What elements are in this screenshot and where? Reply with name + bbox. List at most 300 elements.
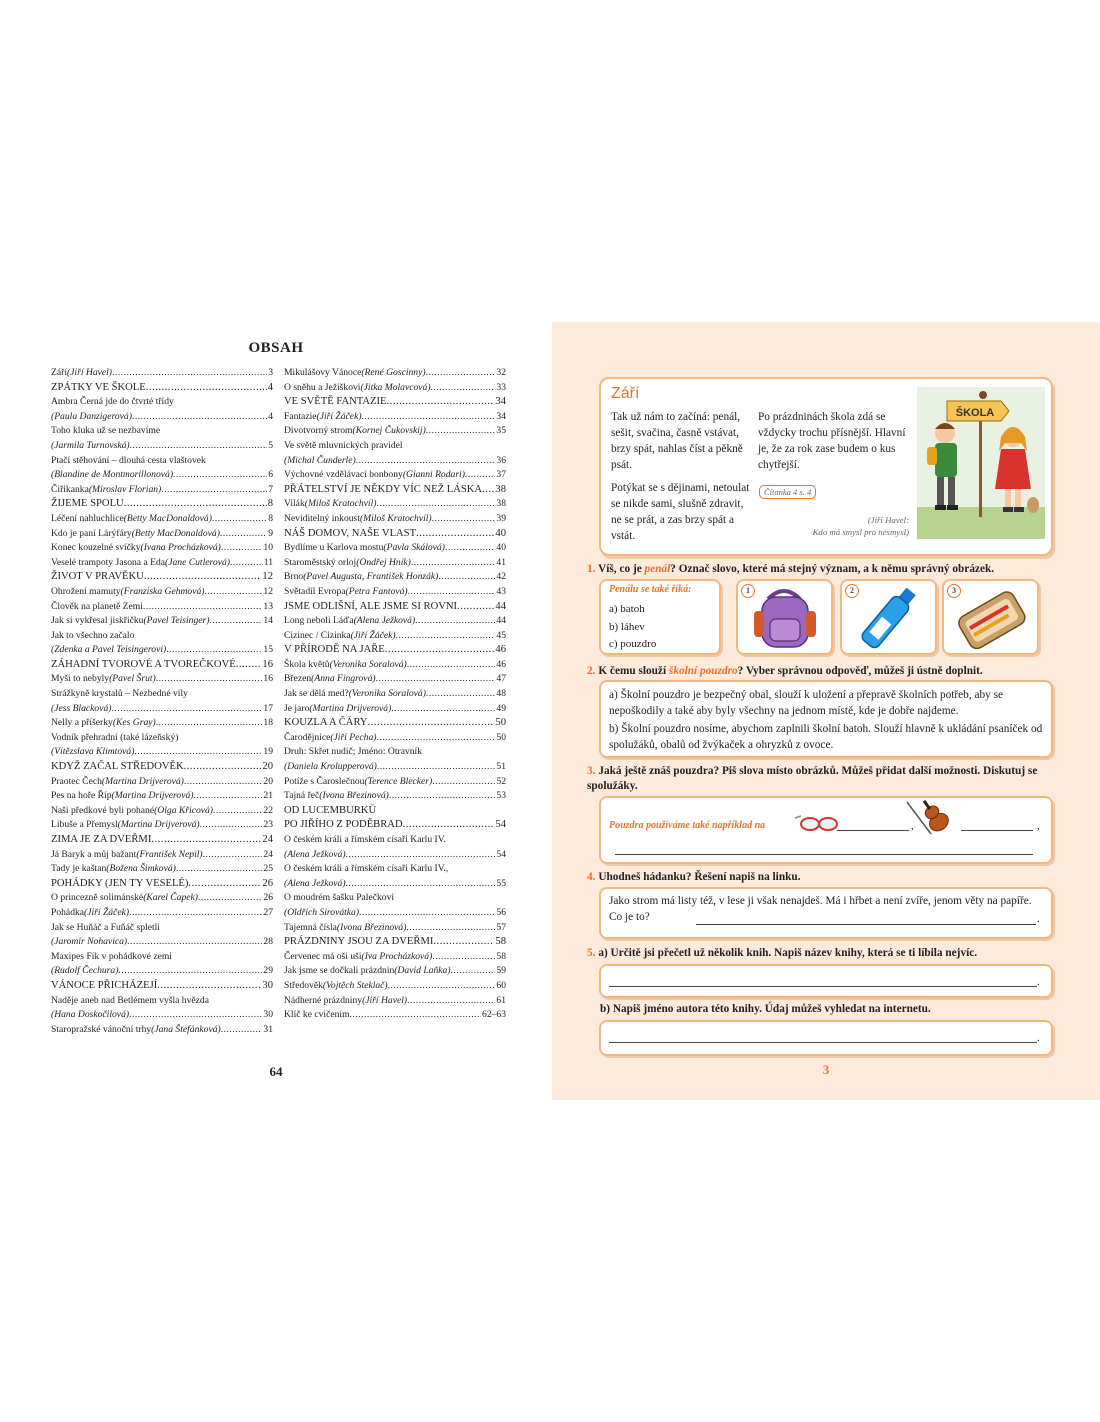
toc-page-number: 55 xyxy=(496,877,506,889)
toc-leader-dots xyxy=(438,570,495,585)
toc-page-number: 45 xyxy=(496,629,506,641)
toc-entry xyxy=(51,585,273,600)
toc-entry-title: Jak si vykřesal jiskřičku xyxy=(51,615,144,627)
toc-entry xyxy=(51,921,273,936)
toc-entry xyxy=(284,585,506,600)
toc-section-heading xyxy=(284,527,506,542)
toc-entry-author: (Jiří Žáček) xyxy=(84,906,130,918)
toc-page-number xyxy=(422,745,423,760)
toc-page-number: 47 xyxy=(496,673,506,685)
toc-leader-dots xyxy=(118,964,262,979)
toc-entry-title: ŽIVOT V PRAVĚKU xyxy=(51,571,144,583)
toc-page-number xyxy=(134,629,135,644)
toc-entry-title: Maxipes Fík v pohádkové zemi xyxy=(51,950,172,962)
toc-leader-dots xyxy=(368,716,495,731)
toc-entry-author: (Hana Doskočilová) xyxy=(51,1009,130,1021)
toc-entry-title: Kdo je paní Lárýfáry xyxy=(51,527,132,539)
toc-leader-dots xyxy=(426,366,496,381)
toc-entry-title: Září xyxy=(51,367,67,378)
toc-entry-title: VE SVĚTĚ FANTAZIE xyxy=(284,396,387,408)
toc-page-number: 52 xyxy=(496,775,506,787)
toc-entry xyxy=(284,921,506,936)
toc-leader-dots xyxy=(416,527,494,542)
toc-title: OBSAH xyxy=(248,340,304,356)
toc-page-number: 4 xyxy=(267,381,273,393)
toc-entry xyxy=(51,731,273,746)
toc-entry xyxy=(284,877,506,892)
toc-page-number: 44 xyxy=(495,600,506,612)
toc-page-number: 46 xyxy=(495,644,506,656)
toc-entry-title: Vodník přehradní (také lázeňský) xyxy=(51,731,179,743)
toc-page-number: 35 xyxy=(496,425,506,437)
toc-entry xyxy=(51,891,273,906)
toc-leader-dots xyxy=(465,468,495,483)
toc-section-heading xyxy=(51,381,273,396)
toc-entry-author: (Michal Čunderle) xyxy=(284,454,356,466)
toc-entry-title: Long neboli Láďa xyxy=(284,615,354,627)
option-a[interactable]: a) batoh xyxy=(609,603,645,615)
toc-entry-title: Čiřikanka xyxy=(51,483,89,495)
toc-leader-dots xyxy=(204,585,262,600)
toc-page-number: 14 xyxy=(263,615,273,627)
toc-leader-dots xyxy=(134,745,262,760)
cases-box: Pouzdra používáme také například na , , xyxy=(599,796,1053,864)
toc-page-number xyxy=(172,950,173,965)
toc-leader-dots xyxy=(432,950,495,965)
toc-leader-dots xyxy=(151,833,261,848)
toc-entry-author: (Kornej Čukovskij) xyxy=(352,425,426,437)
toc-entry xyxy=(284,381,506,396)
toc-entry xyxy=(284,410,506,425)
toc-leader-dots xyxy=(198,891,262,906)
toc-entry-author: (Pavla Skálová) xyxy=(383,542,445,554)
toc-entry xyxy=(284,950,506,965)
toc-leader-dots xyxy=(143,600,262,615)
toc-page-number: 54 xyxy=(495,819,506,831)
toc-entry-title: VÁNOCE PŘICHÁZEJÍ xyxy=(51,979,158,991)
toc-entry xyxy=(284,454,506,469)
toc-section-heading xyxy=(51,658,273,673)
toc-page-number: 58 xyxy=(495,936,506,948)
toc-entry xyxy=(284,789,506,804)
toc-entry-title: Tajná řeč xyxy=(284,790,320,802)
toc-entry-author: (Jiří Havel) xyxy=(66,367,113,378)
toc-section-heading xyxy=(51,833,273,848)
toc-entry xyxy=(51,950,273,965)
toc-entry xyxy=(51,1008,273,1023)
toc-entry xyxy=(284,424,506,439)
toc-entry xyxy=(284,891,506,906)
toc-page-number: 51 xyxy=(496,761,506,773)
toc-page-number xyxy=(403,439,404,454)
toc-entry-author: (Božena Šimková) xyxy=(106,863,176,875)
synonyms-box xyxy=(599,579,721,655)
toc-entry-title: ZPÁTKY VE ŠKOLE xyxy=(51,381,146,393)
toc-entry-author: (Martina Drijverová) xyxy=(111,790,194,802)
children-school-sign-illustration xyxy=(917,387,1045,539)
toc-entry-author: (Jiří Havel) xyxy=(362,994,408,1006)
toc-entry-title: Jak se dělá med? xyxy=(284,688,349,700)
toc-leader-dots xyxy=(432,775,495,790)
toc-leader-dots xyxy=(377,760,496,775)
toc-entry-title: Výchovné vzdělávací bonbony xyxy=(284,469,403,481)
cases-prompt: Pouzdra používáme také například na xyxy=(609,820,766,831)
toc-entry xyxy=(51,848,273,863)
toc-entry xyxy=(51,1023,273,1038)
toc-entry xyxy=(51,702,273,717)
toc-page-number xyxy=(174,395,175,410)
picture-card-2[interactable] xyxy=(840,579,937,655)
toc-page-number: 20 xyxy=(263,775,273,787)
toc-entry-author: (Betty MacDonaldová) xyxy=(123,512,212,524)
toc-entry-title: Neviditelný inkoust xyxy=(284,512,360,524)
book-title-line[interactable] xyxy=(609,986,1037,987)
toc-page-number: 13 xyxy=(263,600,273,612)
toc-entry-author: (Pavel Augusta, František Honzák) xyxy=(303,571,439,583)
toc-entry-author: (Terence Blecker) xyxy=(364,775,433,787)
toc-entry-author: (Daniela Krolupperová) xyxy=(284,761,377,773)
toc-entry xyxy=(51,745,273,760)
toc-page-number: 42 xyxy=(496,571,506,583)
toc-entry xyxy=(284,556,506,571)
toc-page-number: 8 xyxy=(268,512,273,524)
toc-entry-author: (Jitka Molavcová) xyxy=(360,381,431,393)
right-page xyxy=(552,322,1100,1100)
toc-entry-author: (Miloš Kratochvíl) xyxy=(359,512,432,524)
toc-leader-dots xyxy=(221,1023,263,1038)
toc-entry-author: (Veronika Soralová) xyxy=(329,658,407,670)
toc-page-number: 4 xyxy=(268,410,273,422)
toc-entry-author: (Rudolf Čechura) xyxy=(51,965,119,977)
riddle-answer-line[interactable] xyxy=(696,924,1036,925)
toc-entry-title: Škola květů xyxy=(284,658,330,670)
answer-blank-2[interactable] xyxy=(961,830,1033,831)
toc-leader-dots xyxy=(124,497,267,512)
toc-leader-dots xyxy=(346,877,496,892)
toc-leader-dots xyxy=(389,789,496,804)
toc-leader-dots xyxy=(184,760,262,775)
toc-entry xyxy=(51,541,273,556)
toc-page-number: 7 xyxy=(268,483,273,495)
toc-page-number: 43 xyxy=(496,585,506,597)
toc-page-number xyxy=(376,804,377,819)
toc-entry-author: (Betty MacDonaldová) xyxy=(131,527,220,539)
picture-number-3: 3 xyxy=(947,584,961,598)
toc-entry-title: Praotec Čech xyxy=(51,775,102,787)
page-number: 64 xyxy=(269,1064,283,1079)
toc-entry-author: (Miroslav Florian) xyxy=(88,483,162,495)
toc-page-number: 41 xyxy=(496,556,506,568)
toc-page-number: 16 xyxy=(263,673,273,685)
toc-entry-title: O moudrém šašku Palečkovi xyxy=(284,892,395,904)
toc-section-heading xyxy=(284,600,506,615)
toc-entry xyxy=(284,672,506,687)
toc-page-number: 56 xyxy=(496,906,506,918)
toc-page-number: 26 xyxy=(262,877,273,889)
toc-entry xyxy=(284,541,506,556)
toc-entry-author: (Oldřich Sirovátka) xyxy=(284,906,360,918)
toc-page-number: 57 xyxy=(496,921,506,933)
toc-entry-title: Ambra Černá jde do čtvrté třídy xyxy=(51,396,174,408)
option-c[interactable]: c) pouzdro xyxy=(609,638,657,650)
toc-leader-dots xyxy=(213,804,262,819)
toc-entry-title: ZÁHADNÍ TVOROVÉ A TVOREČKOVÉ xyxy=(51,658,236,670)
toc-entry xyxy=(51,994,273,1009)
toc-entry xyxy=(51,439,273,454)
toc-leader-dots xyxy=(193,789,262,804)
toc-page-number xyxy=(448,862,449,877)
toc-section-heading xyxy=(51,760,273,775)
toc-entry-author: (Jaromír Nohavica) xyxy=(51,936,128,948)
toc-page-number: 40 xyxy=(495,527,506,539)
toc-entry-author: (Pavel Teisinger) xyxy=(143,615,210,627)
toc-leader-dots xyxy=(432,512,496,527)
toc-entry-author: (Jana Štefánková) xyxy=(151,1023,221,1035)
toc-entry-title: Je jaro xyxy=(284,702,310,714)
toc-page-number: 31 xyxy=(263,1023,273,1035)
toc-page-number: 46 xyxy=(496,658,506,670)
toc-entry xyxy=(51,468,273,483)
toc-page-number: 61 xyxy=(496,994,506,1006)
toc-page-number: 60 xyxy=(496,979,506,991)
toc-entry-title: Naděje aneb nad Betlémem vyšla hvězda xyxy=(51,994,209,1006)
toc-entry-title: O princezně solimánské xyxy=(51,892,144,904)
toc-entry xyxy=(284,1008,506,1023)
toc-leader-dots xyxy=(451,964,496,979)
toc-entry xyxy=(284,994,506,1009)
toc-entry-title: Staroměstský orloj xyxy=(284,556,357,568)
book-author-line[interactable] xyxy=(609,1042,1037,1043)
toc-entry-title: O sněhu a Ježíškovi xyxy=(284,381,361,393)
toc-leader-dots xyxy=(376,497,495,512)
toc-entry-title: Divotvorný strom xyxy=(284,425,353,437)
toc-page-number: 26 xyxy=(263,892,273,904)
toc-page-number: 40 xyxy=(496,542,506,554)
toc-page-number: 24 xyxy=(262,834,273,845)
toc-section-heading xyxy=(51,570,273,585)
toc-entry-author: (Miloš Kratochvíl) xyxy=(304,498,377,510)
toc-leader-dots xyxy=(433,935,494,950)
toc-entry-author: (Ondřej Hník) xyxy=(356,556,411,568)
toc-entry-author: (Kes Gray) xyxy=(112,717,156,729)
toc-entry xyxy=(284,468,506,483)
toc-entry-title: Potíže s Čaroslečnou xyxy=(284,775,365,787)
toc-entry xyxy=(284,570,506,585)
toc-leader-dots xyxy=(132,410,267,425)
toc-leader-dots xyxy=(176,862,263,877)
toc-entry xyxy=(284,833,506,848)
source-title: Kdo má smysl pro nesmysl) xyxy=(812,527,909,537)
left-page xyxy=(0,322,552,1100)
toc-entry-title: Druh: Skřet nudič; Jméno: Otravník xyxy=(284,746,423,758)
toc-entry-title: Konec kouzelné svíčky xyxy=(51,542,141,554)
toc-entry xyxy=(51,935,273,950)
toc-leader-dots xyxy=(203,848,263,863)
toc-entry-author: (Alena Ježková) xyxy=(284,877,346,889)
toc-page-number: 9 xyxy=(268,527,273,539)
poem-stanza-2: Potýkat se s dějinami, netoulat se nikde sami, slušně zdravit, ne se prát, a zas brzy spát a vstát. xyxy=(611,482,750,542)
toc-entry xyxy=(51,687,273,702)
toc-entry-title: Léčení nahluchlice xyxy=(51,512,124,524)
toc-entry xyxy=(51,366,273,381)
toc-entry-title: Toho kluka už se nezbavíme xyxy=(51,425,161,437)
toc-entry-author: (Franziska Gehmová) xyxy=(120,585,205,597)
toc-entry xyxy=(51,964,273,979)
toc-page-number: 38 xyxy=(495,483,506,495)
toc-entry-author: (Alena Ježková) xyxy=(353,615,416,627)
toc-page-number: 21 xyxy=(263,790,273,802)
toc-page-number: 12 xyxy=(263,585,273,597)
toc-entry-title: Jak to všechno začalo xyxy=(51,629,135,641)
toc-page-number: 29 xyxy=(263,965,273,977)
toc-entry-author: (Jarmila Turnovská) xyxy=(51,439,130,451)
toc-leader-dots xyxy=(144,570,262,585)
poem-title: Září xyxy=(611,385,640,402)
toc-entry-title: POHÁDKY (JEN TY VESELÉ) xyxy=(51,877,189,889)
toc-entry-title: Fantazie xyxy=(284,410,317,422)
toc-entry-title: ZIMA JE ZA DVEŘMI xyxy=(51,834,152,845)
toc-leader-dots xyxy=(376,672,496,687)
toc-entry-title: Veselé trampoty Jasona a Eda xyxy=(51,556,166,568)
toc-page-number: 58 xyxy=(496,950,506,962)
toc-leader-dots xyxy=(209,614,262,629)
toc-entry-title: O českém králi a římském císaři Karlu IV., xyxy=(284,863,449,875)
toc-page-number: 50 xyxy=(496,731,506,743)
picture-card-3[interactable] xyxy=(942,579,1039,655)
answer-a[interactable]: a) Školní pouzdro je bezpečný obal, slouží k uložení a přepravě školních potřeb, aby se nepoškodily a také aby byly všechny na jednom místě, kde je dobře najdeme. xyxy=(609,689,1004,717)
toc-entry-title: Naši předkové byli pohané xyxy=(51,804,155,816)
answer-blank-1[interactable] xyxy=(837,830,909,831)
picture-card-1[interactable] xyxy=(736,579,833,655)
toc-page-number: 48 xyxy=(496,688,506,700)
toc-page-number: 24 xyxy=(263,848,273,860)
toc-page-number: 23 xyxy=(263,819,273,831)
page-number: 3 xyxy=(822,1062,830,1077)
toc-leader-dots xyxy=(156,716,263,731)
picture-number-1: 1 xyxy=(741,584,755,598)
toc-entry-author: (Karel Čapek) xyxy=(143,892,198,904)
toc-leader-dots xyxy=(408,585,496,600)
toc-entry xyxy=(284,964,506,979)
toc-entry xyxy=(51,862,273,877)
toc-entry xyxy=(51,629,273,644)
toc-entry-author: (Ivona Březinová) xyxy=(319,790,389,802)
task-2-instruction: 2. K čemu slouží školní pouzdro? Vyber správnou odpověď, můžeš ji ústně doplnit. xyxy=(587,665,983,677)
toc-entry-title: PO JIŘÍHO Z PODĚBRAD xyxy=(284,819,403,831)
toc-page-number xyxy=(188,687,189,702)
toc-entry-author: (Jiří Žáček) xyxy=(350,629,396,641)
toc-entry-author: (Paula Danzigerová) xyxy=(51,410,132,422)
reading-reference-badge: Čítanka 4 s. 4 xyxy=(759,485,816,499)
toc-entry-title: Strážkyně krystalů – Nezbedné víly xyxy=(51,688,188,700)
toc-entry-author: (Jane Cutlerová) xyxy=(165,556,230,568)
toc-page-number: 49 xyxy=(496,702,506,714)
toc-leader-dots xyxy=(200,818,263,833)
toc-entry-title: Ve světě mluvnických pravidel xyxy=(284,439,403,451)
toc-page-number xyxy=(209,994,210,1009)
toc-page-number: 33 xyxy=(496,381,506,393)
author-name: (Jiří Havel: xyxy=(867,515,909,525)
toc-entry-author: (Ivana Procházková) xyxy=(140,542,221,554)
task-5a-instruction: 5. a) Určitě jsi přečetl už několik knih. Napiš název knihy, která se ti líbila nejvíc. xyxy=(587,947,978,959)
toc-entry-author: (Blandine de Montmorillonová) xyxy=(51,469,174,481)
synonyms-title: Penálu se také říká: xyxy=(609,584,692,595)
toc-entry xyxy=(284,512,506,527)
toc-entry-title: ŽIJEME SPOLU xyxy=(51,498,124,510)
toc-entry xyxy=(284,731,506,746)
toc-page-number: 22 xyxy=(263,804,273,816)
toc-entry-author: (Petra Fantová) xyxy=(345,585,408,597)
toc-entry xyxy=(284,439,506,454)
toc-entry xyxy=(51,395,273,410)
toc-entry xyxy=(51,483,273,498)
toc-page-number: 16 xyxy=(262,658,273,670)
answer-b[interactable]: b) Školní pouzdro nosíme, abychom zaplnili školní batoh. Slouží hlavně k ukládání psaníček od spolužáků, obalů od žvýkaček a ohryzků z ovoce. xyxy=(609,723,1043,751)
toc-section-heading xyxy=(284,395,506,410)
task-1-instruction: 1. Víš, co je penál? Označ slovo, které má stejný význam, a k němu správný obrázek. xyxy=(587,563,995,575)
toc-entry-author: (Martina Drijverová) xyxy=(309,702,392,714)
answer-line-3[interactable] xyxy=(615,854,1033,855)
toc-page-number: 25 xyxy=(263,863,273,875)
toc-entry-title: Světadíl Evropa xyxy=(284,585,346,597)
task-3-instruction: 3. Jaká ještě znáš pouzdra? Piš slova místo obrázků. Můžeš přidat další možnosti. Diskutuj se spolužáky. xyxy=(587,765,1038,792)
toc-entry xyxy=(284,658,506,673)
toc-section-heading xyxy=(284,643,506,658)
synonym-options xyxy=(609,601,656,654)
toc-leader-dots xyxy=(445,541,495,556)
toc-page-number: 30 xyxy=(262,979,273,991)
toc-entry-title: KDYŽ ZAČAL STŘEDOVĚK xyxy=(51,761,184,773)
toc-section-heading xyxy=(284,818,506,833)
toc-leader-dots xyxy=(388,979,496,994)
toc-page-number: 6 xyxy=(268,469,273,481)
toc-entry-author: (Martina Drijverová) xyxy=(117,819,200,831)
toc-entry-title: Nelly a příšerky xyxy=(51,717,113,729)
toc-leader-dots xyxy=(387,395,495,410)
toc-leader-dots xyxy=(407,994,495,1009)
option-b[interactable]: b) láhev xyxy=(609,620,645,633)
toc-leader-dots xyxy=(426,424,496,439)
toc-entry-title: Čarodějnice xyxy=(284,731,331,743)
toc-entry-title: Středověk xyxy=(284,979,323,991)
toc-entry-author: (Martina Drijverová) xyxy=(101,775,184,787)
toc-entry xyxy=(284,979,506,994)
toc-entry-title: Myši to nebyly xyxy=(51,673,110,685)
toc-entry-title: Ptačí stěhování – dlouhá cesta vlaštovek xyxy=(51,454,206,466)
toc-page-number xyxy=(446,833,447,848)
toc-entry xyxy=(284,906,506,921)
toc-leader-dots xyxy=(127,935,262,950)
toc-leader-dots xyxy=(129,906,262,921)
toc-page-number: 5 xyxy=(268,439,273,451)
toc-entry-title: Ohrožení mamuty xyxy=(51,585,121,597)
toc-entry-title: V PŘÍRODĚ NA JAŘE xyxy=(284,644,385,656)
toc-page-number: 62–63 xyxy=(482,1009,506,1021)
toc-page-number: 8 xyxy=(267,498,273,510)
toc-section-heading xyxy=(51,979,273,994)
toc-leader-dots xyxy=(156,672,263,687)
toc-entry-author: (Veronika Soralová) xyxy=(348,688,426,700)
toc-page-number: 15 xyxy=(263,644,273,656)
toc-entry-author: (Vítězslava Klimtová) xyxy=(51,746,135,758)
toc-leader-dots xyxy=(457,600,494,615)
toc-entry xyxy=(284,629,506,644)
toc-entry-author: (Iva Procházková) xyxy=(361,950,433,962)
toc-entry-title: NÁŠ DOMOV, NAŠE VLAST xyxy=(284,527,417,539)
toc-page-number: 20 xyxy=(262,761,273,773)
toc-page-number: 28 xyxy=(263,936,273,948)
toc-entry-author: (František Nepil) xyxy=(136,848,203,860)
